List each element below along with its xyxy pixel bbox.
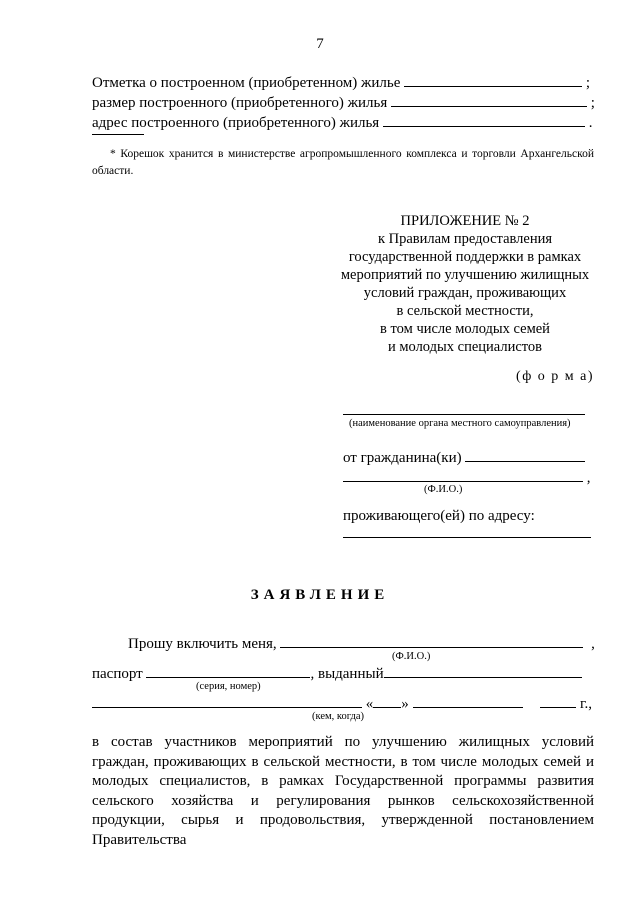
issued-by-field[interactable]	[384, 664, 582, 678]
from-citizen-row	[343, 448, 585, 467]
footnote-separator	[92, 134, 144, 135]
appendix-line: в сельской местности,	[396, 303, 534, 319]
passport-number-field[interactable]	[146, 664, 310, 678]
organ-caption: (наименование органа местного самоуправления)	[349, 418, 571, 429]
comma: ,	[586, 470, 591, 486]
fio-row	[343, 468, 591, 487]
fio-field[interactable]	[343, 468, 583, 482]
page-number: 7	[316, 36, 324, 52]
line-end: ;	[585, 75, 591, 91]
mark-line-housing-address	[92, 113, 592, 132]
appendix-line: и молодых специалистов	[387, 339, 543, 355]
mark-label: размер построенного (приобретенного) жилья	[92, 95, 388, 111]
mark-label: Отметка о построенном (приобретенном) жилье	[92, 75, 401, 91]
form-label: (ф о р м а)	[516, 369, 594, 384]
year-suffix: г.,	[580, 696, 592, 712]
blank-line	[391, 93, 587, 107]
request-prefix: Прошу включить меня,	[128, 636, 277, 652]
line-end: ;	[590, 95, 595, 111]
quote-close: »	[401, 696, 409, 712]
passport-row	[92, 664, 582, 683]
appendix-line: ПРИЛОЖЕНИЕ № 2	[400, 213, 530, 229]
appendix-line: условий граждан, проживающих	[363, 285, 567, 301]
year-field[interactable]	[540, 694, 576, 708]
comma: ,	[591, 636, 595, 652]
from-citizen-label: от гражданина(ки)	[343, 450, 462, 466]
document-title: ЗАЯВЛЕНИЕ	[250, 587, 390, 603]
fio-caption: (Ф.И.О.)	[424, 484, 463, 495]
address-field[interactable]	[343, 537, 591, 538]
fio-caption-2: (Ф.И.О.)	[392, 651, 431, 662]
footnote: * Корешок хранится в министерстве агропромышленного комплекса и торговли Архангельской области.	[92, 148, 594, 177]
appendix-header	[320, 212, 610, 356]
month-field[interactable]	[413, 694, 523, 708]
issuer-field[interactable]	[92, 694, 362, 708]
blank-line	[404, 73, 582, 87]
citizen-name-field[interactable]	[465, 448, 585, 462]
residing-label: проживающего(ей) по адресу:	[343, 508, 535, 524]
appendix-line: к Правилам предоставления	[377, 231, 553, 247]
appendix-line: государственной поддержки в рамках	[348, 249, 582, 265]
applicant-fio-field[interactable]	[280, 634, 583, 648]
blank-line	[383, 113, 585, 127]
application-body-text: в состав участников мероприятий по улучшению жилищных условий граждан, проживающих в сельской местности, в том числе молодых семей и молодых специалистов, в рамках Государственной программы развития сельского хозяйства и регулирования рынков сельскохозяйственной продукции, сырья и продовольствия, утвержденной постановлением Правительства	[92, 734, 594, 848]
line-end: .	[588, 115, 593, 131]
organ-name-field[interactable]	[343, 414, 585, 415]
series-caption: (серия, номер)	[196, 681, 261, 692]
issued-label: , выданный	[310, 666, 384, 682]
quote-open: «	[365, 696, 374, 712]
mark-label: адрес построенного (приобретенного) жилья	[92, 115, 380, 131]
mark-line-built-housing	[92, 73, 590, 92]
request-row	[128, 634, 595, 653]
day-field[interactable]	[373, 694, 401, 708]
appendix-line: в том числе молодых семей	[380, 321, 550, 337]
appendix-line: мероприятий по улучшению жилищных	[340, 267, 590, 283]
mark-line-housing-size	[92, 93, 595, 112]
passport-label: паспорт	[92, 666, 143, 682]
who-when-caption: (кем, когда)	[312, 711, 364, 722]
